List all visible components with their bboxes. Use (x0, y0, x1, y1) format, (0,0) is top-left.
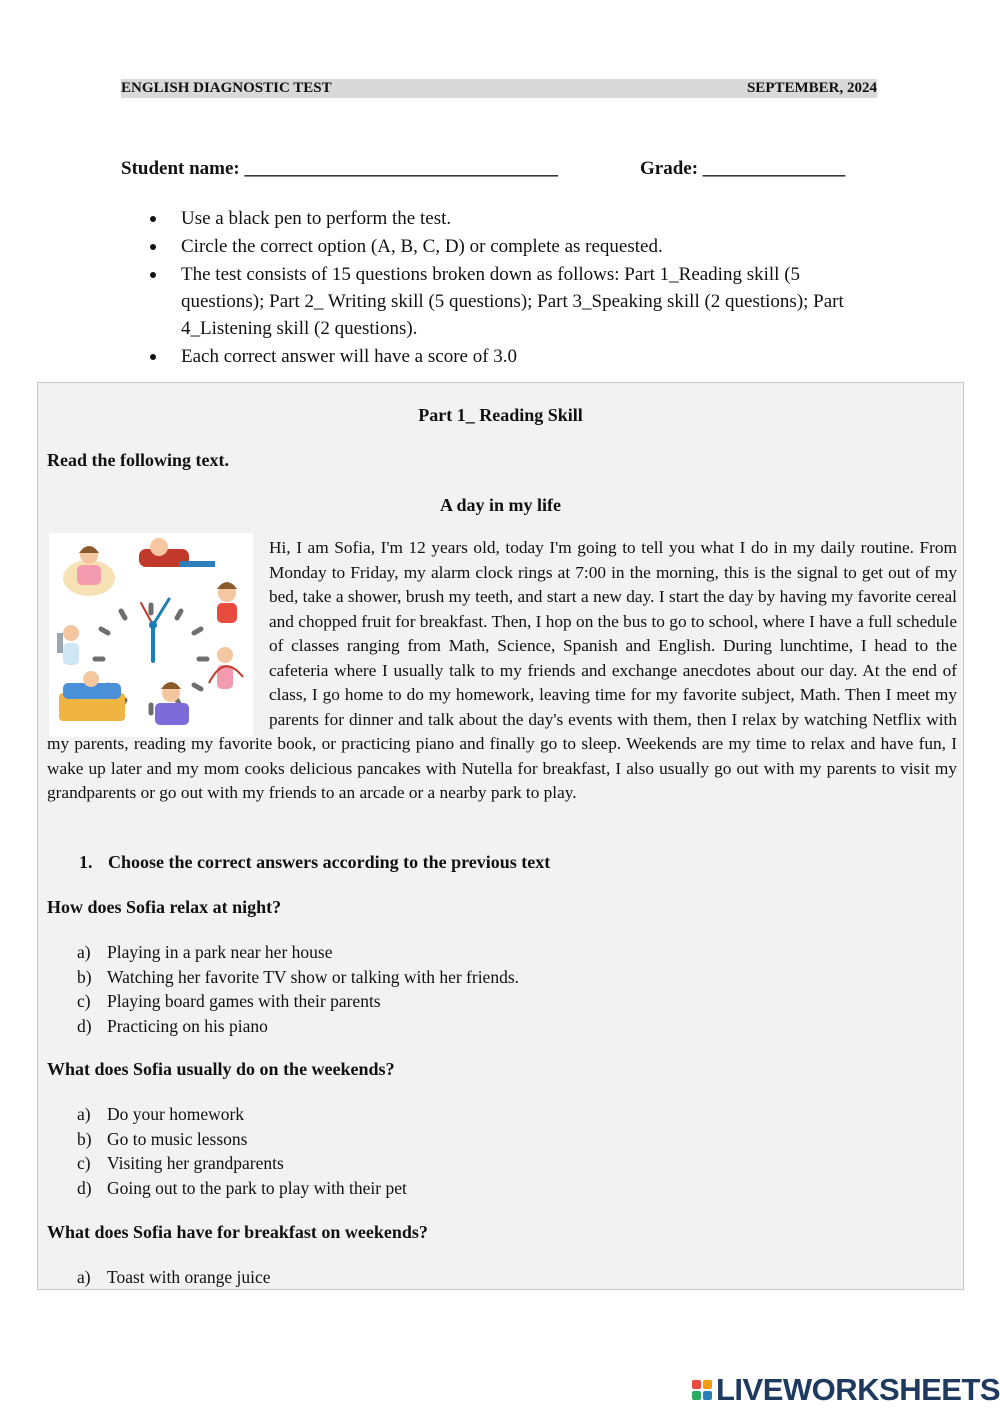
question-3-options (77, 1265, 271, 1290)
question-2: What does Sofia usually do on the weekends? (47, 1059, 395, 1079)
image-text-wrap-spacer (47, 536, 269, 732)
instruction-item: The test consists of 15 questions broken down as follows: Part 1_Reading skill (5 questions); Part 2_ Writing skill (5 questions); Part 3_Speaking skill (2 questions); Part 4_Listening skill (2 questions). (150, 261, 870, 342)
question-2-options (77, 1102, 407, 1200)
answer-option[interactable]: c) Playing board games with their parents (77, 991, 381, 1011)
part1-reading-section (37, 382, 964, 1290)
instructions-list (150, 205, 870, 371)
liveworksheets-logo (692, 1373, 1000, 1407)
test-date: SEPTEMBER, 2024 (746, 80, 877, 96)
story-paragraph: Hi, I am Sofia, I'm 12 years old, today I'm going to tell you what I do in my daily routine. From Monday to Friday, my alarm clock rings at 7:00 in the morning, this is the signal to get out of my bed, take a shower, brush my teeth, and start a new day. I start the day by having my favorite cereal and chopped fruit for breakfast. Then, I hop on the bus to go to school, where I have a full schedule of classes ranging from Math, Science, Spanish and English. During lunchtime, I head to the cafeteria where I usually talk to my friends and exchange anecdotes about our day. At the end of class, I go home to do my homework, leaving time for my favorite subject, Math. Then I meet my parents for dinner and talk about the day's events with them, then I relax by watching Netflix with my parents, reading my favorite book, or practicing piano and finally go to sleep. Weekends are my time to relax and have fun, I wake up later and my mom cooks delicious pancakes with Nutella for breakfast, I also usually go out with my parents to visit my grandparents or go out with my friends to an arcade or a nearby park to play. (47, 538, 957, 802)
test-title: ENGLISH DIAGNOSTIC TEST (121, 80, 332, 96)
question-1-options (77, 940, 519, 1038)
bullet-icon (150, 354, 156, 360)
part-title: Part 1_ Reading Skill (418, 405, 583, 425)
answer-option[interactable]: a) Toast with orange juice (77, 1267, 271, 1287)
question-3: What does Sofia have for breakfast on weekends? (47, 1222, 428, 1242)
answer-option[interactable]: b) Watching her favorite TV show or talking with her friends. (77, 966, 520, 987)
logo-tile (703, 1391, 712, 1400)
instruction-item: Use a black pen to perform the test. (150, 205, 870, 232)
bullet-icon (150, 244, 156, 250)
logo-tile (692, 1391, 701, 1400)
bullet-icon (150, 216, 156, 222)
answer-option[interactable]: d) Practicing on his piano (77, 1015, 268, 1036)
answer-option[interactable]: c) Visiting her grandparents (77, 1153, 284, 1173)
logo-tiles-icon (692, 1380, 712, 1400)
instruction-item: Each correct answer will have a score of 3.0 (150, 343, 870, 370)
answer-option[interactable]: d) Going out to the park to play with their pet (77, 1177, 407, 1198)
logo-tile (692, 1380, 701, 1389)
read-instruction: Read the following text. (47, 450, 229, 470)
brand-name: LIVEWORKSHEETS (716, 1372, 1000, 1407)
logo-tile (703, 1380, 712, 1389)
question-number: 1. (79, 852, 93, 872)
grade-field[interactable]: Grade: _______________ (640, 158, 846, 179)
instruction-item: Circle the correct option (A, B, C, D) or complete as requested. (150, 233, 870, 260)
student-info-line (121, 158, 881, 180)
test-header (121, 79, 877, 98)
question-heading-text: Choose the correct answers according to the previous text (108, 852, 551, 872)
question-heading (79, 852, 550, 873)
answer-option[interactable]: a) Do your homework (77, 1104, 245, 1124)
question-1: How does Sofia relax at night? (47, 897, 282, 917)
answer-option[interactable]: b) Go to music lessons (77, 1128, 248, 1149)
answer-option[interactable]: a) Playing in a park near her house (77, 942, 333, 962)
story-title: A day in my life (439, 495, 561, 515)
student-name-field[interactable]: Student name: _________________________________ (121, 158, 559, 179)
bullet-icon (150, 272, 156, 278)
